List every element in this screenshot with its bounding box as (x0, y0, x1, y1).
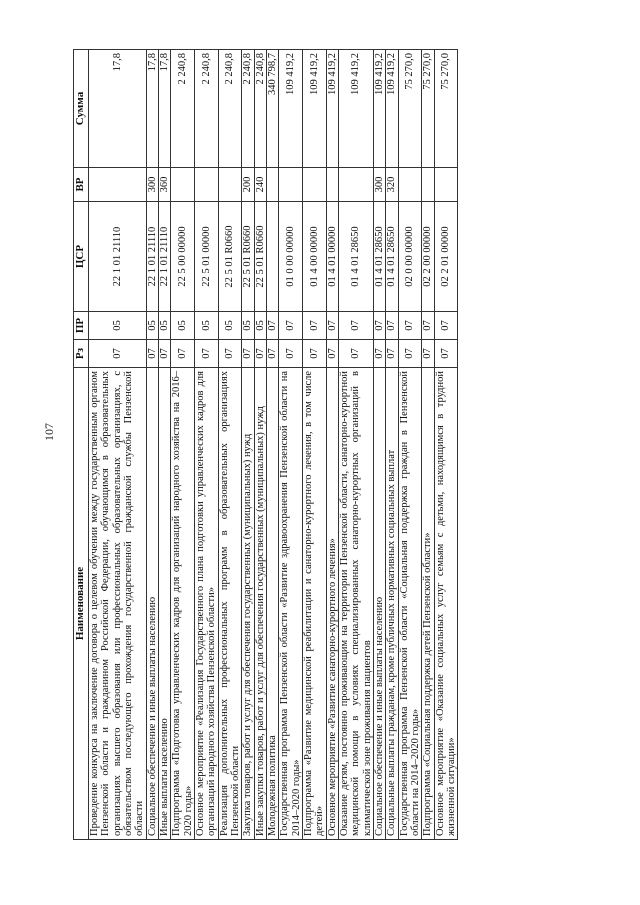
table-body (89, 50, 458, 840)
table-row (326, 50, 338, 840)
cell-vr (302, 168, 326, 202)
cell-pr: 05 (254, 312, 266, 340)
cell-vr (326, 168, 338, 202)
cell-rz: 07 (302, 340, 326, 368)
cell-name: Оказание детям, постоянно проживающим на территории Пензенской области, санаторно-курортной медицинской помощи в условиях специализированных санаторно-курортных организаций в климатической зоне проживания пациентов (338, 368, 373, 840)
cell-csr: 02 0 00 00000 (398, 202, 422, 312)
cell-rz: 07 (338, 340, 373, 368)
cell-vr (279, 168, 303, 202)
cell-pr: 05 (171, 312, 195, 340)
cell-vr: 360 (158, 168, 170, 202)
cell-pr: 05 (146, 312, 158, 340)
cell-name: Молодежная политика (266, 368, 278, 840)
header-vr: ВР (74, 168, 89, 202)
cell-rz: 07 (89, 340, 147, 368)
cell-rz: 07 (434, 340, 458, 368)
cell-pr: 07 (266, 312, 278, 340)
cell-sum: 17,8 (89, 50, 147, 168)
table-header-row (74, 50, 89, 840)
cell-csr: 02 2 01 00000 (434, 202, 458, 312)
cell-sum: 109 419,2 (326, 50, 338, 168)
cell-pr: 05 (194, 312, 218, 340)
cell-rz: 07 (266, 340, 278, 368)
cell-name: Реализация дополнительных профессиональных программ в образовательных организациях Пензенской области (218, 368, 242, 840)
cell-sum: 17,8 (158, 50, 170, 168)
cell-name: Подпрограмма «Социальная поддержка детей Пензенской области» (422, 368, 434, 840)
cell-pr: 07 (373, 312, 385, 340)
cell-sum: 340 798,7 (266, 50, 278, 168)
cell-sum: 17,8 (146, 50, 158, 168)
cell-csr: 22 1 01 21110 (146, 202, 158, 312)
cell-vr (422, 168, 434, 202)
cell-vr: 320 (386, 168, 398, 202)
cell-rz: 07 (279, 340, 303, 368)
table-row (266, 50, 278, 840)
cell-rz: 07 (373, 340, 385, 368)
cell-rz: 07 (326, 340, 338, 368)
cell-rz: 07 (194, 340, 218, 368)
cell-vr (89, 168, 147, 202)
cell-name: Иные закупки товаров, работ и услуг для обеспечения государственных (муниципальных) нужд (254, 368, 266, 840)
cell-sum: 2 240,8 (242, 50, 254, 168)
cell-csr: 22 5 01 R0660 (242, 202, 254, 312)
cell-vr (171, 168, 195, 202)
table-row (171, 50, 195, 840)
cell-rz: 07 (218, 340, 242, 368)
header-pr: ПР (74, 312, 89, 340)
cell-pr: 07 (326, 312, 338, 340)
cell-name: Иные выплаты населению (158, 368, 170, 840)
rotated-page (73, 50, 563, 840)
header-csr: ЦСР (74, 202, 89, 312)
cell-vr: 240 (254, 168, 266, 202)
page-number: 107 (42, 423, 56, 441)
cell-vr (434, 168, 458, 202)
cell-sum: 75 270,0 (398, 50, 422, 168)
cell-csr (266, 202, 278, 312)
cell-csr: 01 4 01 28650 (386, 202, 398, 312)
table-row (146, 50, 158, 840)
cell-name: Социальное обеспечение и иные выплаты населению (146, 368, 158, 840)
table-row (338, 50, 373, 840)
cell-pr: 07 (398, 312, 422, 340)
cell-name: Подпрограмма «Подготовка управленческих кадров для организаций народного хозяйства на 2016–2020 годы» (171, 368, 195, 840)
cell-sum: 75 270,0 (422, 50, 434, 168)
cell-vr (398, 168, 422, 202)
cell-csr: 01 4 00 00000 (302, 202, 326, 312)
cell-vr: 300 (146, 168, 158, 202)
cell-sum: 109 419,2 (279, 50, 303, 168)
table-row (422, 50, 434, 840)
cell-vr: 300 (373, 168, 385, 202)
cell-vr: 200 (242, 168, 254, 202)
cell-name: Государственная программа Пензенской области «Социальная поддержка граждан в Пензенской области на 2014–2020 годы» (398, 368, 422, 840)
cell-sum: 75 270,0 (434, 50, 458, 168)
cell-name: Подпрограмма «Развитие медицинской реабилитации и санаторно-курортного лечения, в том числе детей» (302, 368, 326, 840)
cell-csr: 22 5 01 R0660 (218, 202, 242, 312)
table-row (302, 50, 326, 840)
cell-sum: 109 419,2 (373, 50, 385, 168)
cell-sum: 109 419,2 (302, 50, 326, 168)
table-row (89, 50, 147, 840)
table-row (218, 50, 242, 840)
header-sum: Сумма (74, 50, 89, 168)
cell-sum: 109 419,2 (386, 50, 398, 168)
cell-csr: 22 5 00 00000 (171, 202, 195, 312)
cell-pr: 05 (218, 312, 242, 340)
cell-csr: 01 4 01 28650 (373, 202, 385, 312)
table-row (158, 50, 170, 840)
cell-name: Основное мероприятие «Оказание социальных услуг семьям с детьми, находящимся в трудной жизненной ситуации» (434, 368, 458, 840)
cell-sum: 2 240,8 (171, 50, 195, 168)
cell-csr: 22 1 01 21110 (89, 202, 147, 312)
cell-pr: 07 (302, 312, 326, 340)
cell-vr (338, 168, 373, 202)
cell-csr: 22 1 01 21110 (158, 202, 170, 312)
budget-table (73, 49, 458, 840)
cell-csr: 01 0 00 00000 (279, 202, 303, 312)
cell-name: Социальное обеспечение и иные выплаты населению (373, 368, 385, 840)
cell-name: Закупка товаров, работ и услуг для обеспечения государственных (муниципальных) нужд (242, 368, 254, 840)
cell-sum: 109 419,2 (338, 50, 373, 168)
cell-pr: 07 (279, 312, 303, 340)
cell-pr: 05 (242, 312, 254, 340)
table-row (373, 50, 385, 840)
cell-rz: 07 (422, 340, 434, 368)
cell-pr: 07 (422, 312, 434, 340)
cell-pr: 05 (89, 312, 147, 340)
cell-pr: 07 (338, 312, 373, 340)
cell-name: Государственная программа Пензенской области «Развитие здравоохранения Пензенской области на 2014–2020 годы» (279, 368, 303, 840)
cell-csr: 02 2 00 00000 (422, 202, 434, 312)
table-row (254, 50, 266, 840)
cell-rz: 07 (242, 340, 254, 368)
header-name: Наименование (74, 368, 89, 840)
cell-vr (218, 168, 242, 202)
header-rz: Рз (74, 340, 89, 368)
table-row (398, 50, 422, 840)
table-row (386, 50, 398, 840)
cell-pr: 05 (158, 312, 170, 340)
table-row (242, 50, 254, 840)
cell-csr: 22 5 01 00000 (194, 202, 218, 312)
table-row (279, 50, 303, 840)
cell-rz: 07 (254, 340, 266, 368)
cell-csr: 01 4 01 28650 (338, 202, 373, 312)
cell-rz: 07 (386, 340, 398, 368)
cell-rz: 07 (158, 340, 170, 368)
cell-pr: 07 (434, 312, 458, 340)
table-row (434, 50, 458, 840)
cell-pr: 07 (386, 312, 398, 340)
cell-name: Основное мероприятие «Реализация Государственного плана подготовки управленческих кадров для организаций народного хозяйства Пензенской области» (194, 368, 218, 840)
cell-rz: 07 (398, 340, 422, 368)
cell-rz: 07 (171, 340, 195, 368)
cell-name: Проведение конкурса на заключение договора о целевом обучении между государственным органом Пензенской области и гражданином Российской Федерации, обучающимся в образовательных организациях высшего образования или профессиональных образовательных организациях, с обязательством последующего прохождения государственной гражданской службы Пензенской области (89, 368, 147, 840)
cell-csr: 01 4 01 00000 (326, 202, 338, 312)
cell-sum: 2 240,8 (194, 50, 218, 168)
cell-sum: 2 240,8 (218, 50, 242, 168)
cell-csr: 22 5 01 R0660 (254, 202, 266, 312)
cell-name: Основное мероприятие «Развитие санаторно-курортного лечения» (326, 368, 338, 840)
cell-sum: 2 240,8 (254, 50, 266, 168)
cell-vr (266, 168, 278, 202)
cell-name: Социальные выплаты гражданам, кроме публичных нормативных социальных выплат (386, 368, 398, 840)
table-row (194, 50, 218, 840)
cell-vr (194, 168, 218, 202)
cell-rz: 07 (146, 340, 158, 368)
